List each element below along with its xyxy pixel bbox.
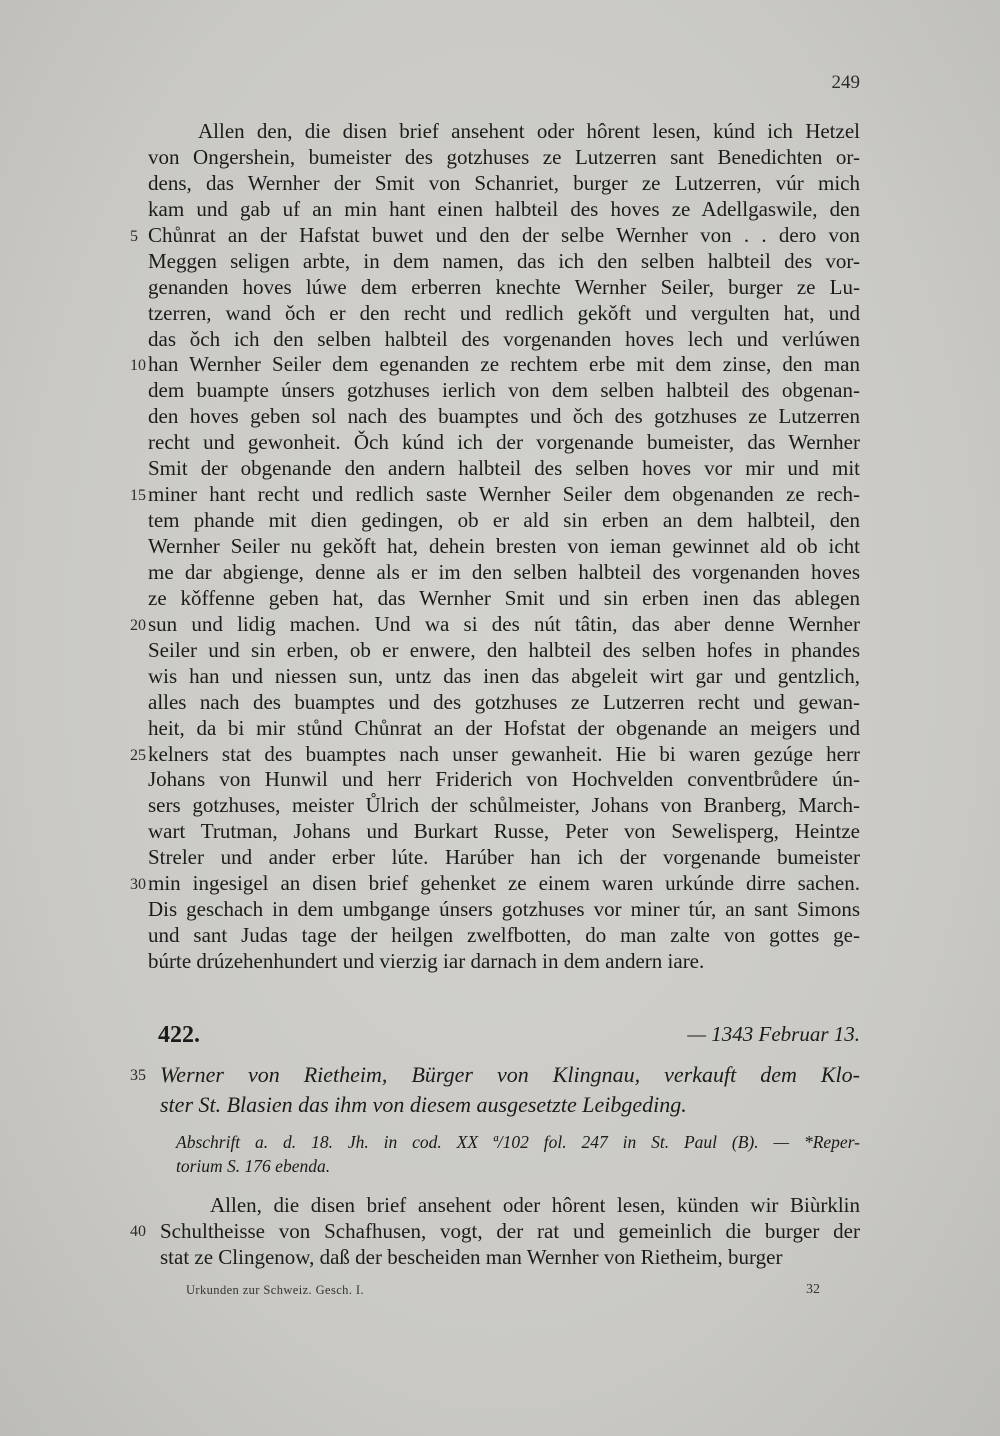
line-text: min ingesigel an disen brief gehenket ze einem waren urkúnde dirre sachen.: [148, 871, 860, 896]
line-text: das ǒch ich den selben halbteil des vorgenanden hoves lech und verlúwen: [148, 326, 860, 351]
text-line: [148, 949, 860, 975]
line-text: Smit der obgenande den andern halbteil des selben hoves vor mir und mit: [148, 456, 860, 481]
text-line: [148, 690, 860, 716]
line-text: stat ze Clingenow, daß der bescheiden man Wernher von Rietheim, burger: [160, 1245, 783, 1269]
entry-header: [158, 1022, 860, 1056]
text-line: [148, 845, 860, 871]
line-text: recht und gewonheit. Ǒch kúnd ich der vorgenande bumeister, das Wernher: [148, 430, 860, 455]
text-line: [148, 923, 860, 949]
line-text: alles nach des buamptes und des gotzhuses ze Lutzerren recht und gewan-: [148, 689, 860, 714]
text-line: [148, 819, 860, 845]
line-text: Allen, die disen brief ansehent oder hôrent lesen, künden wir Biùrklin: [210, 1193, 860, 1217]
text-line: [160, 1192, 860, 1218]
line-text: wart Trutman, Johans und Burkart Russe, Peter von Sewelisperg, Heintze: [148, 819, 860, 844]
line-text: sers gotzhuses, meister Ůlrich der schůlmeister, Johans von Branberg, March-: [148, 793, 860, 818]
text-line: [148, 301, 860, 327]
line-text: Johans von Hunwil und herr Friderich von Hochvelden conventbrůdere ún-: [148, 767, 860, 792]
line-text: dem buampte únsers gotzhuses ierlich von dem selben halbteil des obgenan-: [148, 378, 860, 403]
line-number: 40: [130, 1223, 146, 1240]
line-text: sun und lidig machen. Und wa si des nút tâtin, das aber denne Wernher: [148, 611, 860, 636]
line-text: ster St. Blasien das ihm von diesem ausgesetzte Leibgeding.: [160, 1092, 687, 1117]
line-text: ze kǒffenne geben hat, das Wernher Smit und sin erben inen das ablegen: [148, 585, 860, 610]
sheet-signature: 32: [806, 1282, 820, 1297]
document-text: [130, 119, 860, 975]
line-text: wis han und niessen sun, untz das inen das abgeleit wirt gar und gentzlich,: [148, 663, 860, 688]
entry-number: 422.: [158, 1022, 200, 1048]
text-line: [148, 716, 860, 742]
text-line: [148, 378, 860, 404]
text-line: [160, 1090, 860, 1120]
text-line: [160, 1244, 860, 1270]
line-text: me dar abgienge, denne als er im den selben halbteil des vorgenanden hoves: [148, 559, 860, 584]
line-text: kam und gab uf an min hant einen halbteil des hoves ze Adellgaswile, den: [148, 196, 860, 221]
line-text: Streler und ander erber lúte. Harúber han ich der vorgenande bumeister: [148, 845, 860, 870]
text-line: [148, 767, 860, 793]
text-line: [148, 560, 860, 586]
entry-source-note: [176, 1130, 860, 1178]
text-line: [148, 456, 860, 482]
page-number: 249: [831, 72, 860, 93]
line-number: 10: [130, 357, 146, 375]
text-line: [148, 171, 860, 197]
text-line: [148, 197, 860, 223]
text-line: [148, 897, 860, 923]
line-text: Seiler und sin erben, ob er enwere, den halbteil des selben hofes in phandes: [148, 637, 860, 662]
line-text: und sant Judas tage der heilgen zwelfbotten, do man zalte von gottes ge-: [148, 923, 860, 948]
footer-title: Urkunden zur Schweiz. Gesch. I.: [186, 1283, 364, 1297]
text-line: [148, 793, 860, 819]
entry-text: [130, 1192, 860, 1270]
line-number: 5: [130, 227, 138, 245]
text-line: [130, 352, 860, 378]
line-text: Meggen seligen arbte, in dem namen, das ich den selben halbteil des vor-: [148, 248, 860, 273]
line-text: Werner von Rietheim, Bürger von Klingnau, verkauft dem Klo-: [160, 1062, 860, 1087]
text-line: [148, 508, 860, 534]
line-text: búrte drúzehenhundert und vierzig iar darnach in dem andern iare.: [148, 949, 705, 973]
line-text: von Ongershein, bumeister des gotzhuses ze Lutzerren sant Benedichten or-: [148, 144, 860, 169]
text-line: [130, 611, 860, 638]
text-line: [148, 249, 860, 275]
line-text: tzerren, wand ǒch er den recht und redlich gekǒft und vergulten hat, und: [148, 300, 860, 325]
line-number: 25: [130, 746, 146, 764]
text-line: [148, 327, 860, 353]
line-text: han Wernher Seiler dem egenanden ze rechtem erbe mit dem zinse, den man: [148, 352, 860, 377]
text-line: [130, 222, 860, 249]
line-number: 15: [130, 487, 146, 505]
line-text: Abschrift a. d. 18. Jh. in cod. XX ª/102 fol. 247 in St. Paul (B). — *Reper-: [176, 1132, 860, 1152]
entry-date: — 1343 Februar 13.: [687, 1022, 860, 1046]
line-text: tem phande mit dien gedingen, ob er ald sin erben an dem halbteil, den: [148, 508, 860, 533]
text-line: [148, 534, 860, 560]
text-line: [148, 119, 860, 145]
line-text: torium S. 176 ebenda.: [176, 1156, 331, 1176]
line-text: den hoves geben sol nach des buamptes und ǒch des gotzhuses ze Lutzerren: [148, 404, 860, 429]
line-text: dens, das Wernher der Smit von Schanriet, burger ze Lutzerren, vúr mich: [148, 170, 860, 195]
line-text: heit, da bi mir stůnd Chůnrat an der Hofstat der obgenande an meigers und: [148, 715, 860, 740]
text-line: [148, 430, 860, 456]
text-line: [148, 586, 860, 612]
text-line: [148, 638, 860, 664]
line-text: Wernher Seiler nu gekǒft hat, dehein bresten von ieman gewinnet ald ob icht: [148, 534, 860, 558]
text-line: [130, 482, 860, 508]
line-number: 30: [130, 876, 146, 894]
text-line: [148, 664, 860, 690]
text-line: [176, 1154, 860, 1178]
entry-summary: [130, 1060, 860, 1120]
text-line: [148, 145, 860, 171]
line-text: Dis geschach in dem umbgange únsers gotzhuses vor miner túr, an sant Simons: [148, 897, 860, 922]
line-text: Allen den, die disen brief ansehent oder hôrent lesen, kúnd ich Hetzel: [198, 119, 860, 143]
text-line: [176, 1130, 860, 1154]
text-line: [130, 1218, 860, 1244]
line-text: kelners stat des buamptes nach unser gewanheit. Hie bi waren gezúge herr: [148, 741, 860, 766]
line-number: 20: [130, 616, 146, 634]
line-number: 35: [130, 1067, 146, 1084]
text-line: [130, 871, 860, 897]
text-line: [130, 741, 860, 768]
line-text: genanden hoves lúwe dem erberren knechte Wernher Seiler, burger ze Lu-: [148, 274, 860, 299]
text-line: [130, 1060, 860, 1090]
line-text: Schultheisse von Schafhusen, vogt, der rat und gemeinlich die burger der: [160, 1219, 860, 1243]
line-text: Chůnrat an der Hafstat buwet und den der selbe Wernher von . . dero von: [148, 222, 860, 247]
text-line: [148, 404, 860, 430]
line-text: miner hant recht und redlich saste Wernher Seiler dem obgenanden ze rech-: [148, 482, 860, 507]
text-line: [148, 275, 860, 301]
